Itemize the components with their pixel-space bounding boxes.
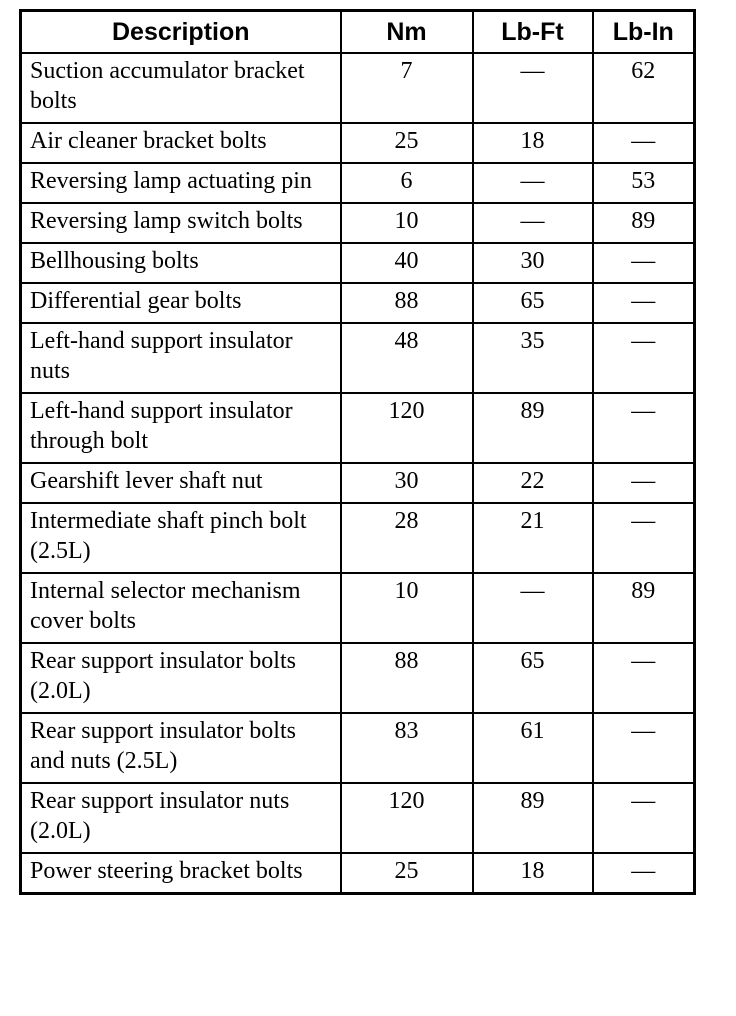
column-header-description: Description bbox=[21, 11, 341, 54]
lb-ft-cell: 22 bbox=[473, 463, 593, 503]
nm-cell: 30 bbox=[341, 463, 473, 503]
description-cell: Internal selector mechanism cover bolts bbox=[21, 573, 341, 643]
lb-in-cell: — bbox=[593, 783, 695, 853]
lb-ft-cell: 18 bbox=[473, 123, 593, 163]
table-row bbox=[21, 323, 695, 393]
column-header-lb-in: Lb-In bbox=[593, 11, 695, 54]
lb-ft-cell: — bbox=[473, 573, 593, 643]
description-cell: Differential gear bolts bbox=[21, 283, 341, 323]
nm-cell: 88 bbox=[341, 643, 473, 713]
torque-spec-table bbox=[19, 9, 696, 895]
nm-cell: 48 bbox=[341, 323, 473, 393]
description-cell: Intermediate shaft pinch bolt (2.5L) bbox=[21, 503, 341, 573]
column-header-lb-ft: Lb-Ft bbox=[473, 11, 593, 54]
description-cell: Power steering bracket bolts bbox=[21, 853, 341, 894]
description-cell: Air cleaner bracket bolts bbox=[21, 123, 341, 163]
header-row bbox=[21, 11, 695, 54]
table-row bbox=[21, 643, 695, 713]
nm-cell: 88 bbox=[341, 283, 473, 323]
lb-ft-cell: — bbox=[473, 203, 593, 243]
table-row bbox=[21, 53, 695, 123]
description-cell: Reversing lamp actuating pin bbox=[21, 163, 341, 203]
lb-ft-cell: 89 bbox=[473, 393, 593, 463]
lb-ft-cell: 61 bbox=[473, 713, 593, 783]
lb-in-cell: — bbox=[593, 643, 695, 713]
lb-in-cell: 62 bbox=[593, 53, 695, 123]
table-row bbox=[21, 203, 695, 243]
lb-ft-cell: 30 bbox=[473, 243, 593, 283]
lb-ft-cell: 65 bbox=[473, 643, 593, 713]
lb-in-cell: 89 bbox=[593, 573, 695, 643]
lb-ft-cell: 18 bbox=[473, 853, 593, 894]
lb-in-cell: — bbox=[593, 393, 695, 463]
column-header-nm: Nm bbox=[341, 11, 473, 54]
nm-cell: 6 bbox=[341, 163, 473, 203]
table-row bbox=[21, 853, 695, 894]
table-row bbox=[21, 573, 695, 643]
lb-ft-cell: — bbox=[473, 163, 593, 203]
description-cell: Rear support insulator bolts (2.0L) bbox=[21, 643, 341, 713]
table-row bbox=[21, 713, 695, 783]
description-cell: Rear support insulator nuts (2.0L) bbox=[21, 783, 341, 853]
lb-ft-cell: 89 bbox=[473, 783, 593, 853]
nm-cell: 25 bbox=[341, 853, 473, 894]
lb-ft-cell: — bbox=[473, 53, 593, 123]
nm-cell: 10 bbox=[341, 203, 473, 243]
table-row bbox=[21, 463, 695, 503]
description-cell: Gearshift lever shaft nut bbox=[21, 463, 341, 503]
lb-in-cell: — bbox=[593, 123, 695, 163]
lb-in-cell: — bbox=[593, 463, 695, 503]
lb-in-cell: — bbox=[593, 323, 695, 393]
nm-cell: 7 bbox=[341, 53, 473, 123]
lb-ft-cell: 65 bbox=[473, 283, 593, 323]
table-row bbox=[21, 503, 695, 573]
description-cell: Bellhousing bolts bbox=[21, 243, 341, 283]
description-cell: Suction accumulator bracket bolts bbox=[21, 53, 341, 123]
lb-in-cell: — bbox=[593, 713, 695, 783]
nm-cell: 10 bbox=[341, 573, 473, 643]
nm-cell: 120 bbox=[341, 783, 473, 853]
table-header bbox=[21, 11, 695, 54]
lb-in-cell: — bbox=[593, 503, 695, 573]
lb-ft-cell: 35 bbox=[473, 323, 593, 393]
description-cell: Left-hand support insulator through bolt bbox=[21, 393, 341, 463]
nm-cell: 25 bbox=[341, 123, 473, 163]
description-cell: Left-hand support insulator nuts bbox=[21, 323, 341, 393]
lb-in-cell: — bbox=[593, 283, 695, 323]
table-body bbox=[21, 53, 695, 894]
lb-in-cell: — bbox=[593, 243, 695, 283]
description-cell: Rear support insulator bolts and nuts (2.5L) bbox=[21, 713, 341, 783]
table-row bbox=[21, 393, 695, 463]
description-cell: Reversing lamp switch bolts bbox=[21, 203, 341, 243]
lb-in-cell: — bbox=[593, 853, 695, 894]
table-row bbox=[21, 783, 695, 853]
table-row bbox=[21, 283, 695, 323]
lb-in-cell: 53 bbox=[593, 163, 695, 203]
nm-cell: 83 bbox=[341, 713, 473, 783]
nm-cell: 40 bbox=[341, 243, 473, 283]
table-row bbox=[21, 123, 695, 163]
lb-in-cell: 89 bbox=[593, 203, 695, 243]
lb-ft-cell: 21 bbox=[473, 503, 593, 573]
nm-cell: 28 bbox=[341, 503, 473, 573]
torque-spec-table-container bbox=[19, 9, 693, 895]
table-row bbox=[21, 243, 695, 283]
table-row bbox=[21, 163, 695, 203]
nm-cell: 120 bbox=[341, 393, 473, 463]
